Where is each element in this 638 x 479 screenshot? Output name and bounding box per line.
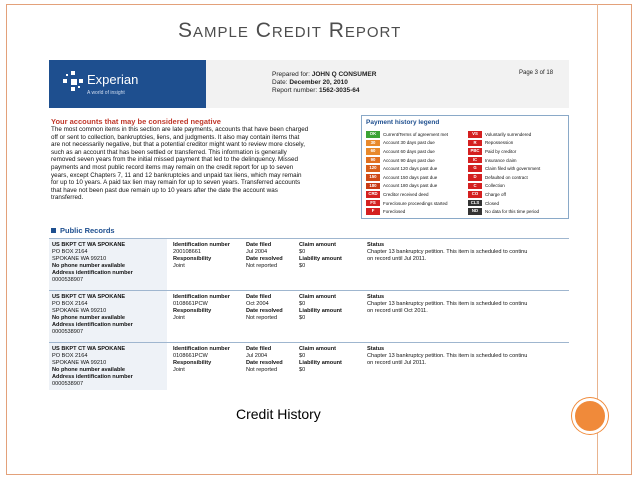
legend-column-right: [468, 130, 540, 216]
legend-item: [468, 164, 540, 173]
legend-badge: C: [468, 183, 482, 190]
public-record: [49, 238, 569, 292]
report-header: [49, 60, 569, 108]
record-dates: Date filed Oct 2004 Date resolved Not reported: [246, 294, 283, 321]
slide-title: Sample Credit Report: [178, 19, 402, 42]
record-status: Status Chapter 13 bankruptcy petition. This item is scheduled to continu on record until Oct 2011.: [367, 294, 528, 314]
legend-badge: CRD: [366, 191, 380, 198]
legend-badge: PBC: [468, 148, 482, 155]
legend-item: [366, 173, 448, 182]
record-dates: Date filed Jul 2004 Date resolved Not reported: [246, 242, 283, 269]
legend-label: Account 90 days past due: [383, 157, 435, 163]
legend-item: [468, 182, 540, 191]
record-amounts: Claim amount $0 Liability amount $0: [299, 294, 342, 321]
legend-item: [366, 182, 448, 191]
section-square-icon: [51, 228, 56, 233]
legend-label: No data for this time period: [485, 209, 540, 215]
negative-accounts-text: The most common items in this section are late payments, accounts that have been charged off or sent to collection, bankruptcies, liens, and judgments. It also may contain items that are not necessarily negative, but that a potential creditor might want to review more closely, such as an account that has been settled or transferred. This information is generally removed seven years from the initial missed payment that led to the delinquency. Missed payments and most public record items may remain on the credit report for up to seven years, except Chapters 7, 11 and 12 bankruptcies and unpaid tax liens, which may remain for up to 10 years. A paid tax lien may remain for up to seven years. Transferred accounts that have not been past due remain up to 10 years after the date the account was transferred.: [51, 126, 309, 202]
legend-badge: 60: [366, 148, 380, 155]
legend-badge: FS: [366, 200, 380, 207]
slide-caption: Credit History: [236, 406, 321, 422]
legend-badge: 90: [366, 157, 380, 164]
record-amounts: Claim amount $0 Liability amount $0: [299, 346, 342, 373]
legend-column-left: [366, 130, 448, 216]
legend-badge: 30: [366, 140, 380, 147]
legend-badge: OK: [366, 131, 380, 138]
record-status: Status Chapter 13 bankruptcy petition. This item is scheduled to continu on record until Jul 2011.: [367, 346, 528, 366]
legend-item: [366, 147, 448, 156]
public-records-heading: Public Records: [51, 226, 115, 235]
legend-label: Account 180 days past due: [383, 183, 438, 189]
legend-badge: F: [366, 208, 380, 215]
legend-badge: ND: [468, 208, 482, 215]
legend-badge: 150: [366, 174, 380, 181]
legend-item: [366, 130, 448, 139]
legend-label: Foreclosed: [383, 209, 406, 215]
legend-label: Account 30 days past due: [383, 140, 435, 146]
orange-circle-icon: [572, 398, 608, 434]
legend-badge: D: [468, 174, 482, 181]
experian-logo: [49, 60, 206, 108]
legend-item: [468, 139, 540, 148]
page-indicator: Page 3 of 18: [519, 70, 554, 76]
legend-label: Paid by creditor: [485, 148, 517, 154]
legend-badge: VS: [468, 131, 482, 138]
legend-label: Insurance claim: [485, 157, 517, 163]
legend-item: [468, 199, 540, 208]
legend-label: Charge off: [485, 191, 506, 197]
legend-badge: IC: [468, 157, 482, 164]
record-identification: Identification number 0108661PCW Responsibility Joint: [173, 294, 230, 321]
legend-item: [468, 130, 540, 139]
legend-label: Claim filed with government: [485, 166, 541, 172]
legend-label: Voluntarily surrendered: [485, 131, 532, 137]
record-amounts: Claim amount $0 Liability amount $0: [299, 242, 342, 269]
legend-label: Account 60 days past due: [383, 148, 435, 154]
payment-history-legend: [361, 115, 569, 219]
record-identification: Identification number 200108661 Responsibility Joint: [173, 242, 230, 269]
report-number: Report number: 1562-3035-64: [272, 87, 360, 94]
legend-item: [366, 199, 448, 208]
legend-label: Collection: [485, 183, 505, 189]
report-header-info: [206, 60, 569, 108]
record-court-address: US BKPT CT WA SPOKANE PO BOX 2164 SPOKANE WA 99210 No phone number available Address identification number 0000538907: [52, 242, 133, 283]
legend-label: Account 150 days past due: [383, 174, 438, 180]
legend-item: [366, 164, 448, 173]
legend-item: [366, 139, 448, 148]
legend-badge: CLS: [468, 200, 482, 207]
legend-item: [468, 147, 540, 156]
legend-label: Defaulted on contract: [485, 174, 528, 180]
brand-name: Experian: [87, 72, 139, 87]
public-record: [49, 342, 569, 390]
legend-label: Account 120 days past due: [383, 166, 438, 172]
record-court-address: US BKPT CT WA SPOKANE PO BOX 2164 SPOKANE WA 99210 No phone number available Address identification number 0000538907: [52, 294, 133, 335]
legend-label: Repossession: [485, 140, 514, 146]
public-record: [49, 290, 569, 344]
legend-item: [366, 207, 448, 216]
record-status: Status Chapter 13 bankruptcy petition. This item is scheduled to continu on record until Jul 2011.: [367, 242, 528, 262]
legend-badge: 120: [366, 165, 380, 172]
prepared-for: Prepared for: JOHN Q CONSUMER: [272, 71, 377, 78]
legend-item: [468, 156, 540, 165]
legend-item: [468, 173, 540, 182]
legend-badge: R: [468, 140, 482, 147]
experian-logo-mark-icon: [63, 71, 83, 91]
record-court-address: US BKPT CT WA SPOKANE PO BOX 2164 SPOKANE WA 99210 No phone number available Address identification number 0000538907: [52, 346, 133, 387]
legend-badge: CO: [468, 191, 482, 198]
record-identification: Identification number 0108661PCW Responsibility Joint: [173, 346, 230, 373]
legend-title: Payment history legend: [366, 119, 440, 126]
legend-badge: G: [468, 165, 482, 172]
legend-item: [366, 190, 448, 199]
report-date: Date: December 20, 2010: [272, 79, 348, 86]
legend-badge: 180: [366, 183, 380, 190]
brand-tagline: A world of insight: [87, 90, 125, 96]
legend-item: [366, 156, 448, 165]
negative-accounts-heading: Your accounts that may be considered negative: [51, 117, 221, 126]
legend-item: [468, 190, 540, 199]
legend-label: Creditor received deed: [383, 191, 429, 197]
legend-label: Foreclosure proceedings started: [383, 200, 448, 206]
legend-label: Closed: [485, 200, 500, 206]
credit-report-image: [49, 60, 569, 390]
legend-label: Current/Terms of agreement met: [383, 131, 449, 137]
record-dates: Date filed Jul 2004 Date resolved Not reported: [246, 346, 283, 373]
legend-item: [468, 207, 540, 216]
